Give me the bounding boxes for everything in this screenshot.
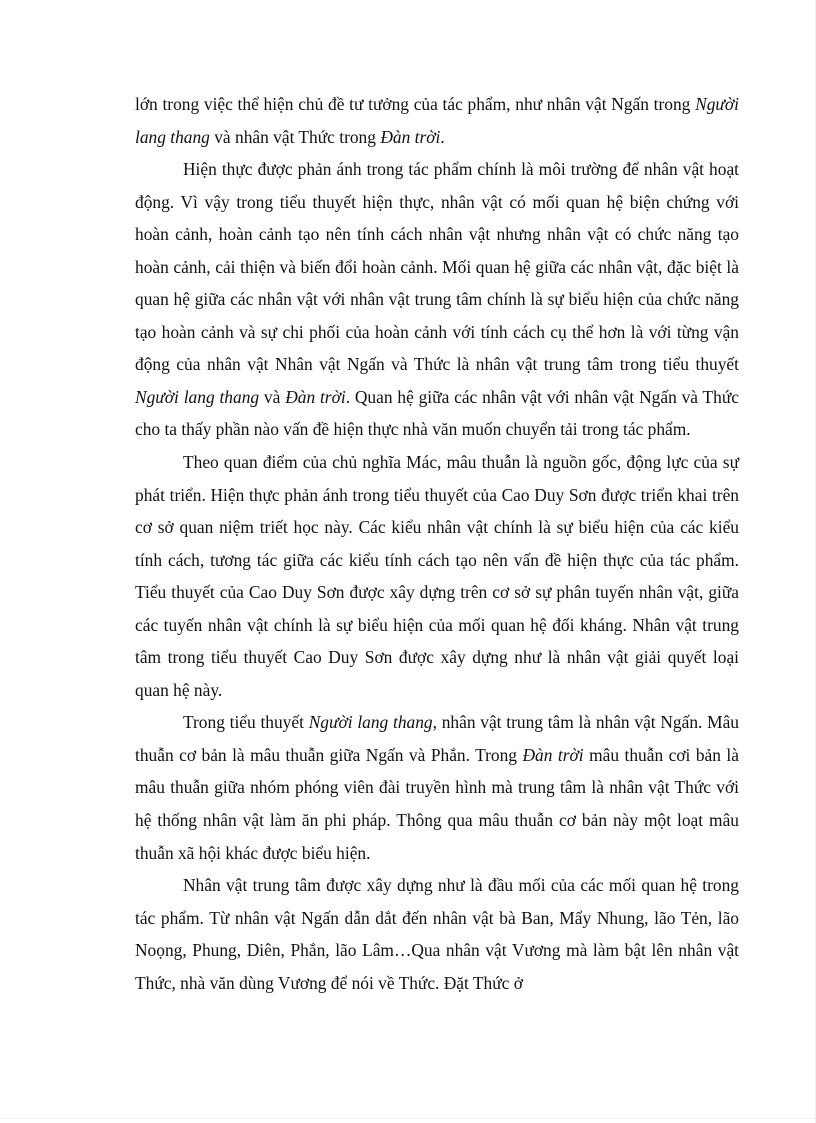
text-run: , nhân vật trung tâm là nhân vật Ngấn. Mâu thuẫn cơ bản là mâu thuẫn giữa Ngấn và Phắn. Trong — [135, 712, 740, 765]
page-edge-bottom — [0, 1118, 816, 1119]
text-run: . Quan hệ giữa các nhân vật với nhân vật Ngấn và Thức cho ta thấy phần nào vấn đề hiện thực nhà văn muốn chuyển tải trong tác phẩm. — [135, 386, 739, 440]
book-title-nguoi-lang-thang: Người lang thang — [135, 386, 260, 407]
paragraph-2 — [135, 153, 739, 446]
book-title-nguoi-lang-thang: Người lang thang — [308, 712, 433, 733]
text-run: . — [440, 126, 445, 147]
text-run: Nhân vật trung tâm được xây dựng như là đầu mối của các mối quan hệ trong tác phẩm. Từ nhân vật Ngấn dẫn dắt đến nhân vật bà Ban, Mẩy Nhung, lão Tẻn, lão Noọng, Phung, Diên, Phắn, lão Lâm…Qua nhân vật Vương mà làm bật lên nhân vật Thức, nhà văn dùng Vương để nói về Thức. Đặt Thức ở — [135, 875, 739, 993]
document-page — [135, 88, 739, 999]
text-run: mâu thuẫn cơi bản là mâu thuẫn giữa nhóm phóng viên đài truyền hình mà trung tâm là nhân vật Thức với hệ thống nhân vật làm ăn phi pháp. Thông qua mâu thuẫn cơ bản này một loạt mâu thuẫn xã hội khác được biểu hiện. — [135, 744, 739, 863]
paragraph-3 — [135, 446, 739, 706]
paragraph-5 — [135, 869, 739, 999]
text-run: và — [259, 386, 286, 407]
text-run: Trong tiểu thuyết — [183, 712, 309, 733]
paragraph-4 — [135, 706, 739, 869]
book-title-dan-troi: Đàn trời — [522, 744, 584, 765]
text-run: Theo quan điểm của chủ nghĩa Mác, mâu thuẫn là nguồn gốc, động lực của sự phát triển. Hiện thực phản ánh trong tiểu thuyết của Cao Duy Sơn được triển khai trên cơ sở quan niệm triết học này. Các kiểu nhân vật chính là sự biểu hiện của các kiểu tính cách, tương tác giữa các kiểu tính cách tạo nên vấn đề hiện thực của tác phẩm. Tiểu thuyết của Cao Duy Sơn được xây dựng trên cơ sở sự phân tuyến nhân vật, giữa các tuyến nhân vật chính là sự biểu hiện của mối quan hệ đối kháng. Nhân vật trung tâm trong tiểu thuyết Cao Duy Sơn được xây dựng như là nhân vật giải quyết loại quan hệ này. — [135, 452, 739, 700]
text-run: Hiện thực được phản ánh trong tác phẩm chính là môi trường để nhân vật hoạt động. Vì vậy trong tiểu thuyết hiện thực, nhân vật có mối quan hệ biện chứng với hoàn cảnh, hoàn cảnh tạo nên tính cách nhân vật nhưng nhân vật có chức năng tạo hoàn cảnh, cải thiện và biến đổi hoàn cảnh. Mối quan hệ giữa các nhân vật, đặc biệt là quan hệ giữa các nhân vật với nhân vật trung tâm chính là sự biểu hiện của chức năng tạo hoàn cảnh và sự chi phối của hoàn cảnh với tính cách cụ thể hơn là với từng vận động của nhân vật Nhân vật Ngấn và Thức là nhân vật trung tâm trong tiểu thuyết — [135, 159, 739, 375]
paragraph-1 — [135, 88, 739, 153]
book-title-dan-troi: Đàn trời — [285, 386, 346, 407]
book-title-dan-troi: Đàn trời — [380, 126, 441, 147]
text-run: lớn trong việc thể hiện chủ đề tư tưởng của tác phẩm, như nhân vật Ngấn trong — [135, 94, 696, 114]
book-title-nguoi-lang-thang: Người lang thang — [135, 94, 739, 147]
text-run: và nhân vật Thức trong — [209, 126, 381, 147]
